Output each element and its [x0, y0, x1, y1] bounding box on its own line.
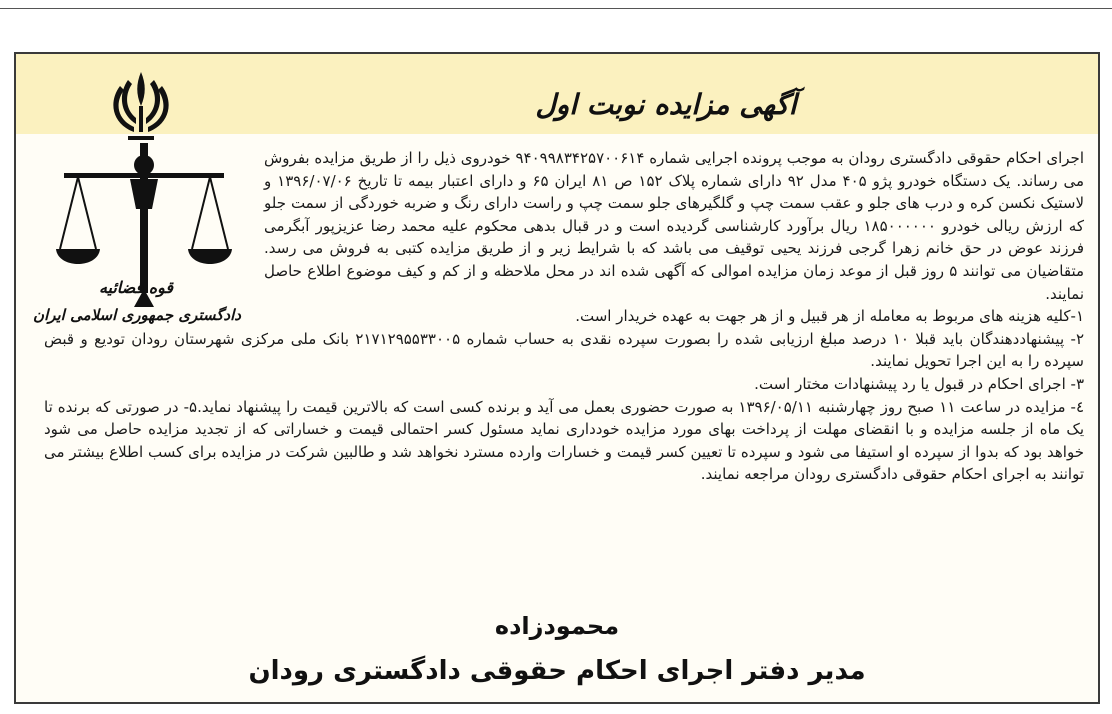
signer-name: محمودزاده [494, 612, 620, 640]
iran-emblem-icon [106, 66, 176, 146]
signer-title: مدیر دفتر اجرای احکام حقوقی دادگستری رودان [248, 656, 866, 686]
notice-body [44, 147, 1084, 486]
notice-frame [14, 52, 1100, 704]
clause-3: ۳- اجرای احکام در قبول یا رد پیشنهادات مختار است. [754, 374, 1084, 393]
top-divider [0, 8, 1112, 9]
main-paragraph: اجرای احکام حقوقی دادگستری رودان به موجب پرونده اجرایی شماره ۹۴۰۹۹۸۳۴۲۵۷۰۰۶۱۴ خودروی ذیل را از طریق مزایده بفروش می رساند. یک دستگاه خودرو پژو ۴۰۵ مدل ۹۲ دارای شماره پلاک ۱۵۲ ص ۸۱ ایران ۶۵ و دارای اعتبار بیمه تا تاریخ ۱۳۹۶/۰۷/۰۶ و لاستیک نکسن کره و درب های جلو و عقب سمت چپ و گلگیرهای جلو سمت چپ و راست دارای رنگ و ضربه خوردگی از سمت جلو که ارزش ریالی خودرو ۱۸۵۰۰۰۰۰۰ ریال برآورد کارشناسی گردیده است و در قبال بدهی محکوم علیه محمد رضا عزیزپور آبگرمی فرزند عوض در حق خانم زهرا گرجی فرزند یحیی توقیف می باشد که با شرایط زیر و از طریق مزایده کتبی به فروش می رسد. متقاضیان می توانند ۵ روز قبل از موعد زمان مزایده اموالی که آگهی شده اند در محل ملاحظه و از کم و کیف موضوع اطلاع حاصل نمایند. [264, 149, 1084, 303]
judiciary-label: قوه قضائیه [98, 278, 174, 297]
clause-2: ۲- پیشنهاددهندگان باید قبلا ۱۰ درصد مبلغ ارزیابی شده را بصورت سپرده نقدی به حساب شماره ۲۱۷۱۲۹۵۵۳۳۰۰۵ بانک ملی مرکزی شهرستان رودان تودیع و قبض سپرده را به این اجرا تحویل نمایند. [44, 329, 1084, 371]
justice-department-label: دادگستری جمهوری اسلامی ایران [33, 306, 241, 324]
notice-title: آگهی مزایده نوبت اول [535, 88, 797, 121]
clause-1: ۱-کلیه هزینه های مربوط به معامله از هر قبیل و از هر جهت به عهده خریدار است. [575, 307, 1084, 326]
clause-4: ٤- مزایده در ساعت ۱۱ صبح روز چهارشنبه ۱۳۹۶/۰۵/۱۱ به صورت حضوری بعمل می آید و برنده کسی است که بالاترین قیمت را پیشنهاد نماید.۵- در صورتی که برنده تا یک ماه از جلسه مزایده و با انقضای مهلت از پرداخت بهای مورد مزایده خودداری نماید مسئول کسر احتمالی قیمت و خساراتی که از تجدید مزایده حاصل می شود خواهد بود که بدوا از سپرده او استیفا می شود و سپرده تا تعیین کسر قیمت و خسارات وارده مسترد نخواهد شد و طالبین شرکت در مزایده برای کسب اطلاع بیشتر می توانند به اجرای احکام حقوقی دادگستری رودان مراجعه نمایند. [44, 397, 1085, 484]
